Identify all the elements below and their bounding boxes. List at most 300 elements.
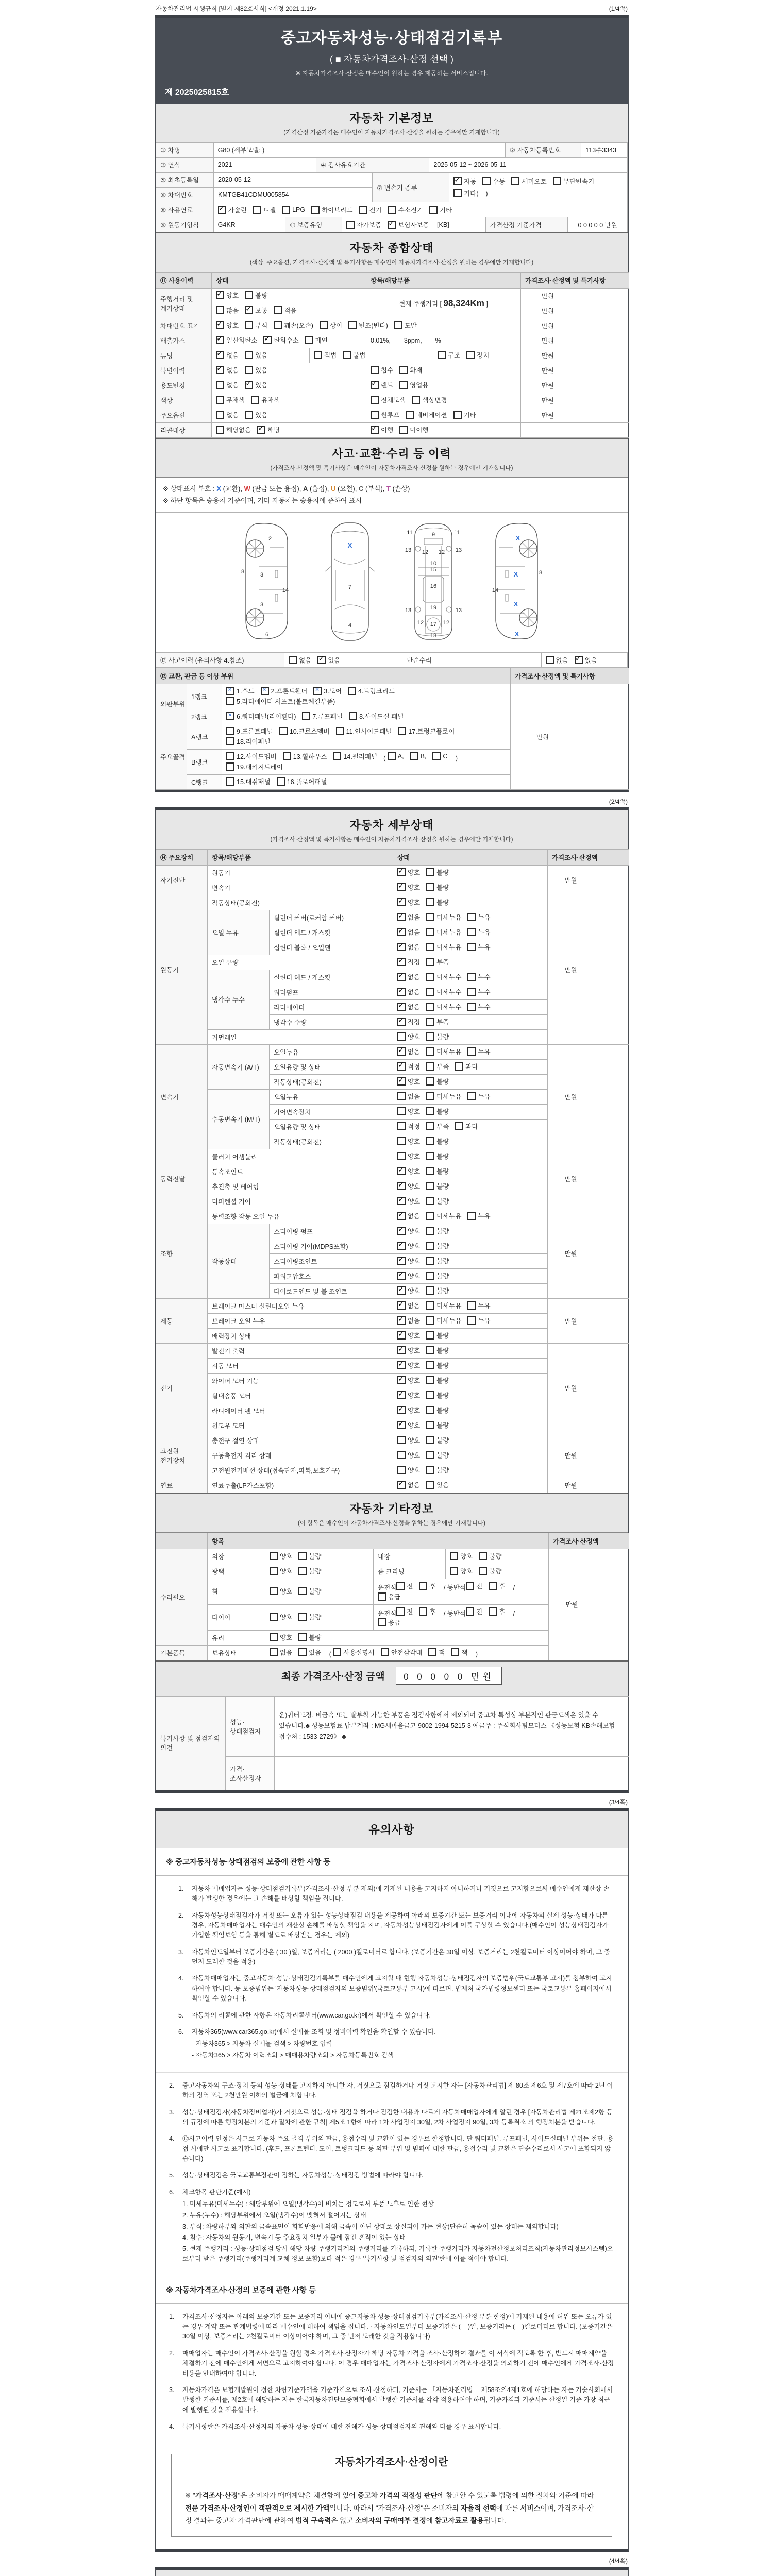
x-mark-icon	[226, 687, 234, 695]
text: 만원	[541, 352, 554, 360]
text: 전기	[160, 1385, 173, 1393]
checkbox	[397, 1450, 420, 1460]
checkbox	[270, 1612, 292, 1621]
cell	[208, 1179, 393, 1194]
checkbox-label: 화재	[410, 367, 423, 374]
cell	[575, 408, 629, 423]
check-icon	[270, 1613, 278, 1621]
x-mark-icon	[226, 697, 234, 705]
cell	[594, 895, 629, 1044]
status-code: X	[216, 485, 221, 493]
text: 만원	[564, 1317, 577, 1325]
checkbox	[277, 777, 327, 786]
cell	[208, 1343, 393, 1358]
checkbox-checked	[397, 987, 420, 996]
definition-box-text: ※ "가격조사·산정"은 소비자가 매매계약을 체결함에 있어 중고차 가격의 적절성 판단에 참고할 수 있도록 법령에 의한 절차와 기준에 따라 전문 가격조사·산정인이 객관적으로 제시한 가액입니다. 따라서 "가격조사·산정"은 소비자의 자율적 선택에 따른 서비스이며, 가격조사·산정 결과는 중고차 가격판단에 관하여 법적 구속력은 없고 소비자의 구매여부 결정에 참고자료로 활용됩니다.	[185, 2492, 594, 2524]
checkbox-label: 양호	[280, 1614, 293, 1621]
text: 만원	[564, 967, 577, 974]
checkbox	[553, 177, 594, 186]
text: 윈도우 모터	[212, 1422, 245, 1430]
row-label	[156, 408, 212, 423]
checkbox	[216, 306, 239, 315]
svg-text:14: 14	[282, 587, 289, 594]
checkbox-checked	[226, 711, 296, 721]
checkbox-checked	[397, 1077, 420, 1086]
definition-box-title: 자동차가격조사·산정이란	[283, 2447, 500, 2475]
report-subtitle: ( ■ 자동차가격조사·산정 선택 )	[329, 54, 454, 64]
check-icon	[426, 1227, 434, 1235]
checkbox-label: 있음	[584, 656, 597, 664]
text: 가격조사·산정액	[552, 854, 598, 861]
text: 만원	[541, 397, 554, 404]
checkbox	[410, 752, 427, 760]
checkbox	[426, 1017, 449, 1026]
checkbox	[226, 777, 271, 786]
checkbox-label: 해당	[267, 427, 280, 434]
checkbox	[426, 912, 461, 922]
row-label	[156, 202, 214, 217]
checkbox	[467, 1092, 490, 1101]
cell	[270, 985, 393, 999]
checkbox-label: 불량	[436, 1182, 449, 1190]
text: 제동	[160, 1317, 173, 1325]
text: 내장	[378, 1553, 391, 1561]
sub-label	[208, 1044, 270, 1089]
checkbox-label: 불량	[309, 1614, 322, 1621]
checkbox	[397, 1122, 420, 1131]
svg-text:4: 4	[348, 622, 352, 629]
row-label	[156, 217, 214, 232]
checkbox-label: 후	[429, 1582, 436, 1590]
checkbox-label: 잭	[439, 1649, 445, 1656]
x-mark-icon	[388, 752, 396, 760]
row-label	[156, 289, 212, 318]
cell	[393, 1328, 548, 1343]
checkbox	[394, 320, 417, 330]
price-cell	[548, 1149, 594, 1209]
check-icon	[467, 913, 476, 921]
checkbox-label: 없음	[408, 943, 421, 951]
checkbox-checked	[397, 1062, 420, 1071]
checkbox-label: B,	[420, 752, 427, 760]
page-4	[155, 2567, 629, 2576]
checkbox-checked	[245, 380, 267, 389]
checkbox-label: 없음	[226, 352, 239, 359]
checkbox-label: 14.필러패널	[343, 753, 378, 760]
checkbox-checked	[371, 380, 393, 389]
checkbox-label: 상이	[329, 322, 343, 329]
checkbox-checked	[397, 1002, 420, 1011]
checkbox-checked	[216, 291, 239, 300]
x-mark-icon	[261, 687, 269, 695]
row-label	[156, 1298, 208, 1343]
check-icon	[397, 1197, 406, 1205]
checkbox	[419, 1607, 435, 1616]
checkbox-label: 양호	[408, 1287, 421, 1295]
text: 1랭크	[191, 693, 208, 701]
text: / 동반석	[442, 1584, 466, 1591]
check-icon	[270, 1567, 278, 1575]
check-icon	[479, 1552, 487, 1560]
text: 라디에이터 팬 모터	[212, 1407, 265, 1415]
text: 워터펌프	[274, 989, 299, 996]
checkbox	[381, 1648, 422, 1657]
check-icon	[397, 1286, 406, 1295]
text: 가격산정 기준가격	[490, 222, 542, 229]
section-note: (이 항목은 매수인이 자동차가격조사·산정을 원하는 경우에만 기재합니다)	[298, 1520, 485, 1527]
check-icon	[406, 411, 414, 419]
check-icon	[467, 1316, 476, 1325]
checkbox-label: 불량	[309, 1634, 322, 1641]
section-photos-header	[156, 2570, 628, 2576]
text: 상태	[397, 854, 410, 861]
text: 작동상태(공회전)	[274, 1138, 322, 1146]
check-icon	[466, 1582, 474, 1590]
checkbox-checked	[397, 883, 420, 892]
row-label	[156, 348, 212, 363]
row-label	[156, 1549, 208, 1645]
check-icon	[397, 1137, 406, 1145]
check-icon	[397, 1182, 406, 1190]
check-icon	[399, 381, 408, 389]
cell	[575, 363, 629, 378]
check-icon	[397, 1481, 406, 1489]
cell	[208, 1418, 393, 1433]
cell	[374, 1564, 446, 1579]
table-row	[156, 143, 628, 158]
text: 브레이크 오일 누유	[212, 1317, 265, 1325]
text: 파워고압호스	[274, 1273, 311, 1280]
checkbox-checked	[317, 655, 340, 665]
checkbox-label: 없음	[408, 928, 421, 936]
cell	[594, 1478, 629, 1493]
section-title: 사고·교환·수리 등 이력	[332, 447, 451, 460]
checkbox-checked	[397, 868, 420, 877]
cell	[208, 1313, 393, 1328]
checkbox-label: 불량	[309, 1588, 322, 1596]
panel-repair-table	[156, 668, 629, 790]
cell	[270, 1104, 393, 1119]
cell	[568, 217, 628, 232]
report-note: ※ 자동차가격조사·산정은 매수인이 원하는 경우 제공하는 서비스입니다.	[295, 70, 488, 77]
checkbox	[397, 1151, 420, 1161]
table-row	[156, 217, 628, 232]
table-row	[156, 653, 628, 668]
checkbox	[426, 1062, 449, 1071]
checkbox	[426, 1137, 449, 1146]
cell	[208, 1194, 393, 1209]
svg-text:16: 16	[430, 583, 437, 589]
checkbox-label: 미세누수	[436, 1003, 462, 1011]
text: 3ppm,	[404, 337, 422, 344]
check-icon	[298, 1552, 307, 1560]
check-icon	[216, 366, 224, 374]
text: 스티어링조인트	[274, 1258, 317, 1265]
text: 작동상태(공회전)	[212, 899, 260, 907]
check-icon	[397, 1406, 406, 1414]
cell	[594, 1044, 629, 1149]
checkbox-label: 부족	[436, 958, 449, 966]
text: 만원	[536, 733, 549, 741]
table-row	[156, 173, 628, 202]
cell	[393, 1253, 548, 1268]
checkbox-label: 누유	[478, 913, 491, 921]
checkbox	[426, 1241, 449, 1250]
opinion-row-label: 성능·상태점검자	[226, 1696, 275, 1756]
checkbox	[426, 883, 449, 892]
check-icon	[397, 1376, 406, 1384]
checkbox	[426, 1211, 461, 1221]
text: 기본품목	[160, 1649, 186, 1657]
cell	[393, 970, 548, 985]
cell	[446, 1549, 549, 1564]
check-icon	[489, 1582, 497, 1590]
check-icon	[397, 1361, 406, 1369]
text: 가격조사·산정액 및 특기사항	[525, 277, 606, 284]
cell	[575, 289, 629, 318]
cell	[393, 1044, 548, 1059]
checkbox-label: 양호	[408, 1347, 421, 1354]
svg-text:2: 2	[268, 535, 272, 542]
column-header	[156, 668, 511, 684]
notice-list-a	[156, 1876, 628, 2073]
text: 항목	[212, 1537, 225, 1545]
checkbox	[426, 1271, 449, 1280]
checkbox-checked	[261, 686, 308, 696]
checkbox	[479, 1566, 501, 1575]
text: G80 (세부모델: )	[217, 147, 265, 154]
checkbox-checked	[397, 1241, 420, 1250]
cell	[366, 423, 521, 438]
cell	[393, 1134, 548, 1149]
svg-text:6: 6	[265, 631, 269, 638]
notice-item: 2. 자동차성능상태점검자가 거짓 또는 오류가 있는 성능상태점검 내용을 제공하여 아래의 보증기간 또는 보증거리 이내에 자동차의 실제 성능·상태가 다른 경우, 자동차매매업자는 매수인의 재산상 손해를 배상할 책임을 지며, 자동차성능상태점검자에게 이를 구상할 수 있습니다.(매수인이 성능상태점검자가 가입한 책임보험 등을 통해 별도로 배상받는 경우는 제외)	[178, 1911, 609, 1939]
checkbox-checked	[397, 1376, 420, 1385]
check-icon	[426, 1272, 434, 1280]
check-icon	[397, 1167, 406, 1175]
final-price-amount: 0 0 0 0 0 만원	[396, 1667, 502, 1685]
checkbox-label: 누수	[478, 1003, 491, 1011]
checkbox-label: 양호	[408, 1332, 421, 1340]
cell	[393, 1343, 548, 1358]
checkbox	[467, 972, 490, 981]
check-icon	[426, 1361, 434, 1369]
checkbox	[467, 1211, 490, 1221]
cell	[429, 158, 628, 173]
checkbox-label: 과다	[465, 1123, 478, 1130]
checkbox	[426, 972, 461, 981]
checkbox-label: 양호	[408, 1227, 421, 1235]
checkbox	[333, 752, 377, 761]
sub-label	[187, 774, 222, 789]
checkbox	[406, 410, 447, 419]
text: 변속기	[212, 884, 231, 892]
checkbox-label: 미세누유	[436, 1302, 462, 1310]
text: 보유상태	[212, 1649, 237, 1657]
check-icon	[482, 177, 491, 185]
text: 유리	[212, 1634, 225, 1642]
check-icon	[451, 1648, 459, 1656]
cell	[212, 423, 366, 438]
sub-label	[187, 724, 222, 749]
cell	[208, 1604, 265, 1630]
check-icon	[455, 1122, 463, 1130]
text: 시동 모터	[212, 1362, 239, 1370]
svg-text:17: 17	[430, 621, 437, 628]
cell	[270, 1089, 393, 1104]
check-icon	[371, 411, 379, 419]
checkbox-label: 미세누유	[436, 1317, 462, 1325]
checkbox-label: 적법	[324, 352, 337, 359]
check-icon	[298, 1613, 307, 1621]
cell	[208, 865, 393, 880]
cell	[575, 393, 629, 408]
section-title: 유의사항	[368, 1823, 415, 1836]
row-label	[156, 173, 214, 188]
check-icon	[270, 1648, 278, 1656]
check-icon	[397, 1391, 406, 1399]
checkbox-label: 없음	[408, 913, 421, 921]
check-icon	[270, 1633, 278, 1641]
checkbox-label: 12.사이드멤버	[237, 753, 277, 760]
text: ⑫ 사고이력 (유의사항 4.참조)	[160, 656, 244, 664]
checkbox-label: 네비게이션	[416, 412, 447, 419]
checkbox	[388, 205, 423, 214]
check-icon	[426, 868, 434, 876]
row-label	[156, 143, 214, 158]
checkbox-label: 미세누유	[436, 1212, 462, 1220]
checkbox	[438, 350, 460, 360]
check-icon	[317, 656, 326, 664]
checkbox	[274, 320, 313, 330]
notice-item: 3. 성능·상태점검자(자동차정비업자)가 거짓으로 성능·상태 점검을 하거나 점검한 내용과 다르게 자동차매매업자에게 알린 경우 [자동차관리법 제21조제2항 등의 규정에 따른 행정처분의 기준과 절차에 관한 규칙] 제5조 1항에 따라 1차 사업정지 30일, 2차 사업정지 90일, 3차 등록취소 의 행정처분을 받습니다.	[169, 2108, 613, 2126]
checkbox-checked	[245, 306, 267, 315]
price-cell	[521, 378, 575, 393]
text: (	[327, 1650, 333, 1658]
cell	[208, 1630, 265, 1645]
svg-text:3: 3	[260, 571, 264, 578]
text: 2020-05-12	[218, 176, 251, 183]
check-icon	[274, 321, 282, 329]
checkbox	[378, 1592, 400, 1601]
checkbox-label: 2.프론트휀더	[271, 687, 308, 695]
car-diagram-underbody	[402, 519, 464, 645]
checkbox	[467, 927, 490, 937]
checkbox-label: 양호	[460, 1567, 473, 1575]
check-icon	[216, 426, 224, 434]
cell	[393, 1074, 548, 1089]
checkbox-label: 16.플로어패널	[287, 778, 327, 786]
svg-text:11: 11	[407, 529, 413, 536]
cell	[208, 1298, 393, 1313]
check-icon	[426, 1421, 434, 1429]
checkbox-label: 하이브리드	[322, 207, 353, 214]
checkbox	[432, 752, 447, 760]
notice-item: 1. 자동차 매매업자는 성능·상태점검기록부(가격조사·산정 부분 제외)에 기재된 내용을 고지하지 아니하거나 거짓으로 고지함으로써 매수인에게 재산상 손해가 발생한 경우에는 그 손해를 배상할 책임을 집니다.	[178, 1885, 610, 1903]
row-label	[156, 895, 208, 1044]
checkbox-label: 미세누수	[436, 988, 462, 996]
check-icon	[397, 898, 406, 906]
cell	[270, 940, 393, 955]
cell	[212, 378, 366, 393]
check-icon	[397, 1227, 406, 1235]
check-icon	[397, 1242, 406, 1250]
checkbox-label: 적정	[408, 958, 421, 966]
checkbox-label: A,	[397, 752, 404, 760]
checkbox	[426, 1166, 449, 1176]
text: ⑧ 사용연료	[160, 207, 193, 214]
checkbox	[398, 726, 455, 736]
cell	[594, 1298, 629, 1343]
checkbox	[426, 1301, 461, 1310]
cell	[265, 1549, 374, 1564]
check-icon	[426, 1242, 434, 1250]
text: 연료	[160, 1482, 173, 1489]
cell	[270, 1268, 393, 1283]
check-icon	[298, 1587, 307, 1595]
cell	[208, 955, 393, 970]
cell	[393, 1298, 548, 1313]
cell	[270, 1239, 393, 1253]
cell	[214, 217, 286, 232]
checkbox-label: 양호	[408, 1197, 421, 1205]
svg-text:8: 8	[241, 568, 245, 575]
checkbox-label: 양호	[408, 1466, 421, 1474]
checkbox	[226, 762, 283, 771]
mileage-value: 98,324Km	[443, 298, 484, 308]
check-icon	[397, 973, 406, 981]
cell	[366, 378, 521, 393]
cell	[212, 393, 366, 408]
check-icon	[467, 973, 476, 981]
cell	[521, 423, 575, 438]
text: 외판부위	[160, 701, 186, 708]
check-icon	[426, 883, 434, 891]
checkbox-label: 없음	[408, 1302, 421, 1310]
check-icon	[320, 321, 328, 329]
checkbox	[226, 752, 277, 761]
text: / 동반석	[442, 1609, 466, 1617]
notice-subheader-2: ※ 자동차가격조사·산정의 보증에 관한 사항 등	[156, 2276, 628, 2304]
check-icon	[426, 1077, 434, 1086]
text: B랭크	[191, 758, 208, 766]
checkbox	[489, 1607, 505, 1616]
checkbox-label: 이행	[381, 427, 394, 434]
checkbox	[396, 1607, 413, 1616]
check-icon	[388, 221, 396, 229]
cell	[208, 1403, 393, 1418]
text: 상태	[216, 277, 229, 284]
price-cell	[548, 1298, 594, 1343]
checkbox-label: 없음	[408, 1093, 421, 1100]
text: [KB]	[435, 221, 449, 228]
cell	[575, 423, 629, 438]
check-icon	[270, 1587, 278, 1595]
checkbox-label: 있음	[436, 1481, 449, 1489]
checkbox-checked	[453, 177, 476, 186]
checkbox-label: 양호	[408, 1167, 421, 1175]
row-label	[156, 653, 284, 668]
cell	[393, 1224, 548, 1239]
sub-label	[187, 749, 222, 774]
text: 만원	[541, 412, 554, 419]
check-icon	[343, 351, 351, 359]
checkbox	[371, 395, 406, 404]
cell	[270, 1059, 393, 1074]
cell	[208, 1645, 265, 1660]
text: 와이퍼 모터 기능	[212, 1377, 259, 1385]
section-title: 자동차 기본정보	[349, 112, 434, 125]
